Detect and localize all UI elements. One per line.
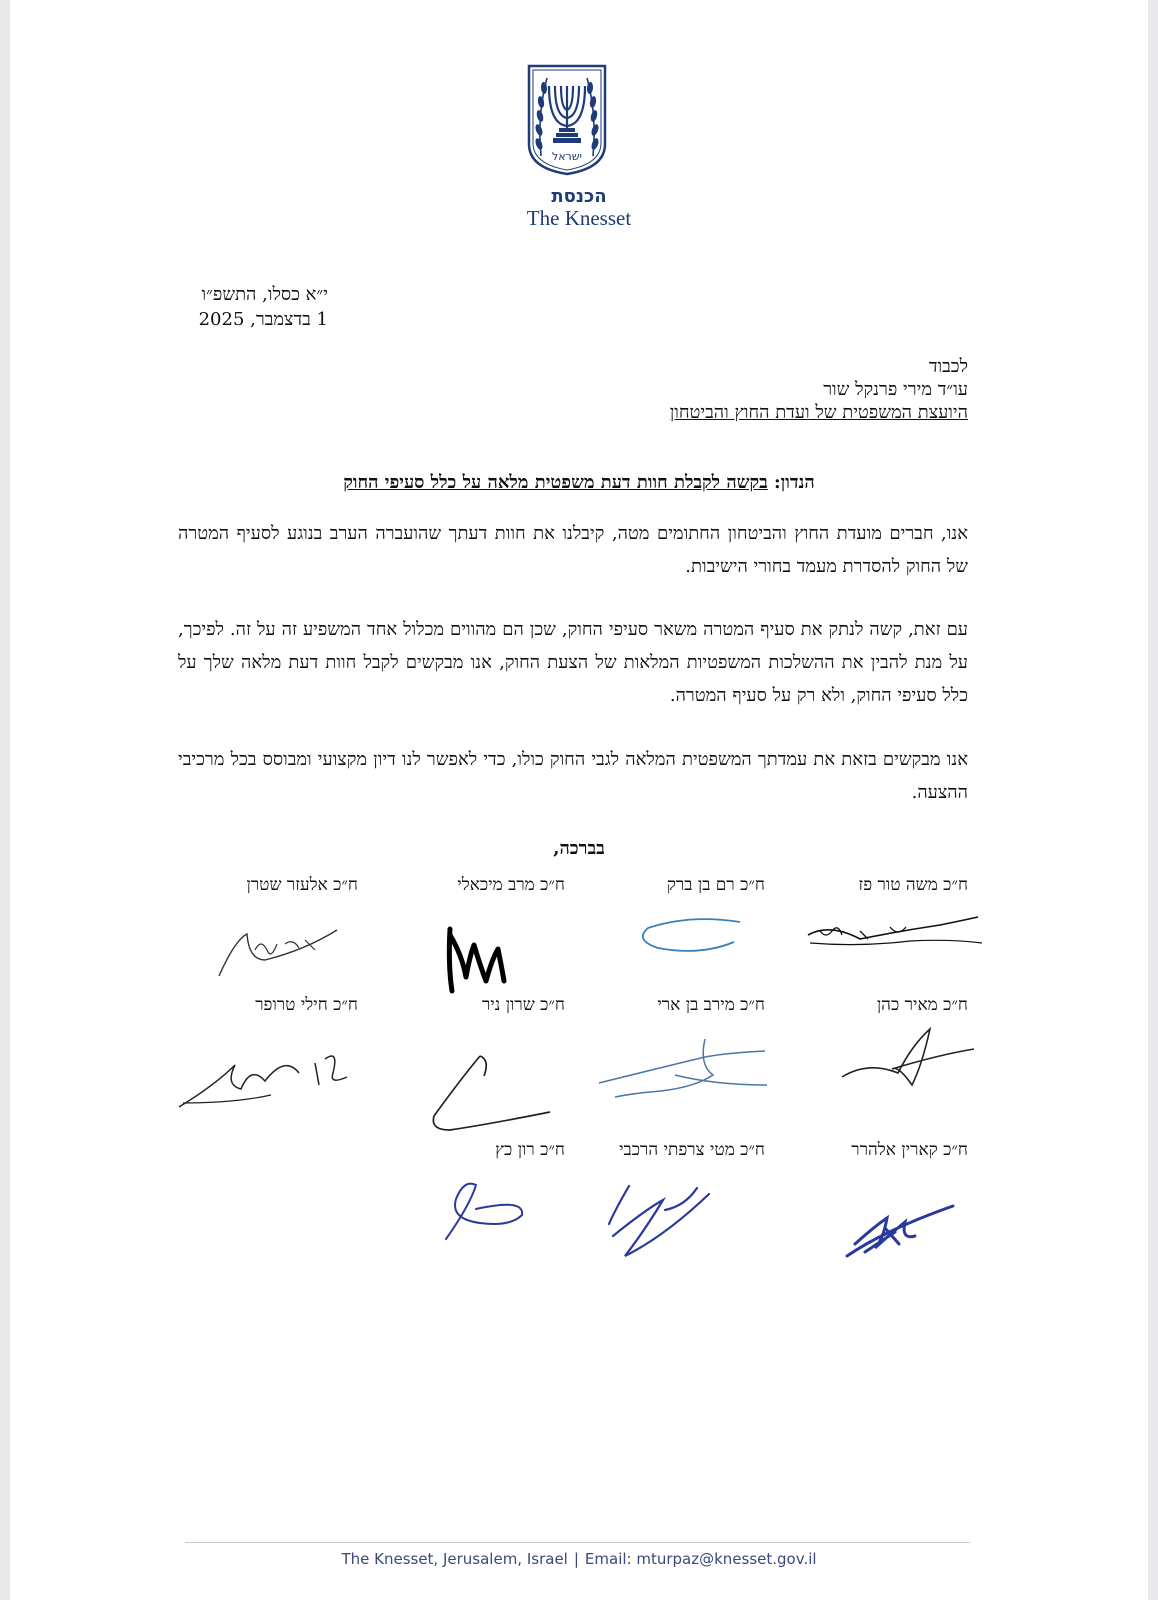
letter-footer: [0, 1550, 1158, 1568]
body-paragraph: אנו מבקשים בזאת את עמדתך המשפטית המלאה לגבי החוק כולו, כדי לאפשר לנו דיון מקצועי ומבוסס בכל מרכיבי ההצעה.: [178, 749, 968, 803]
footer-separator: |: [573, 1550, 579, 1568]
signature-image: [800, 905, 985, 965]
emblem-label: ישראל: [551, 150, 583, 163]
closing-greeting: בברכה,: [553, 838, 605, 859]
letter-date: [199, 282, 328, 332]
footer-email: Email: mturpaz@knesset.gov.il: [584, 1550, 817, 1568]
signature-image: [595, 1035, 775, 1105]
date-gregorian: 1 בדצמבר, 2025: [198, 309, 328, 330]
signature-image: [440, 1175, 530, 1250]
signatory-name: ח״כ שרון ניר: [481, 995, 565, 1015]
signatory-name: ח״כ רם בן ברק: [666, 875, 765, 895]
subject-label: הנדון:: [767, 472, 815, 493]
subject-text: בקשה לקבלת חוות דעת משפטית מלאה על כלל סעיפי החוק: [343, 472, 768, 493]
signature-image: [630, 910, 750, 960]
signatory-name: ח״כ קארין אלהרר: [851, 1140, 968, 1160]
date-hebrew: י״א כסלו, התשפ״ו: [201, 284, 328, 305]
signatory-name: ח״כ רון כץ: [495, 1140, 565, 1160]
addressee-block: [670, 355, 968, 424]
signatory-name: ח״כ מירב בן ארי: [657, 995, 765, 1015]
body-paragraph: עם זאת, קשה לנתק את סעיף המטרה משאר סעיפי החוק, שכן הם מהווים מכלול אחד המשפיע זה על זה. לפיכך, על מנת להבין את ההשלכות המשפטיות המלאות של הצעת החוק, אנו מבקשים לקבל חוות דעת מלאה שלך על כלל סעיפי החוק, ולא רק על סעיף המטרה.: [178, 619, 968, 706]
subject-line: [0, 472, 1158, 493]
signature-image: [845, 1200, 960, 1260]
body-paragraph: אנו, חברים מועדת החוץ והביטחון החתומים מטה, קיבלנו את חוות דעתך שהועברה הערב בנוגע לסעיף המטרה של החוק להסדרת מעמד בחורי הישיבות.: [178, 523, 968, 577]
signature-image: [605, 1180, 720, 1260]
addressee-name: עו״ד מירי פרנקל שור: [823, 379, 968, 400]
org-name-hebrew: הכנסת: [551, 186, 607, 207]
footer-divider: [185, 1542, 970, 1543]
signature-image: [838, 1025, 978, 1105]
signatory-name: ח״כ חילי טרופר: [255, 995, 358, 1015]
signatory-name: ח״כ משה טור פז: [858, 875, 968, 895]
signature-image: [215, 920, 345, 990]
knesset-emblem-icon: [525, 64, 609, 176]
signature-image: [430, 1050, 560, 1135]
addressee-title: היועצת המשפטית של ועדת החוץ והביטחון: [669, 402, 968, 423]
signatory-name: ח״כ מרב מיכאלי: [457, 875, 565, 895]
signatory-name: ח״כ מאיר כהן: [876, 995, 968, 1015]
signature-image: [175, 1045, 360, 1115]
signature-image: [440, 925, 510, 995]
salutation: לכבוד: [928, 356, 968, 377]
footer-address: The Knesset, Jerusalem, Israel: [341, 1550, 568, 1568]
signatory-name: ח״כ מטי צרפתי הרכבי: [619, 1140, 765, 1160]
signatory-name: ח״כ אלעזר שטרן: [246, 875, 358, 895]
org-name-english: The Knesset: [526, 206, 632, 230]
